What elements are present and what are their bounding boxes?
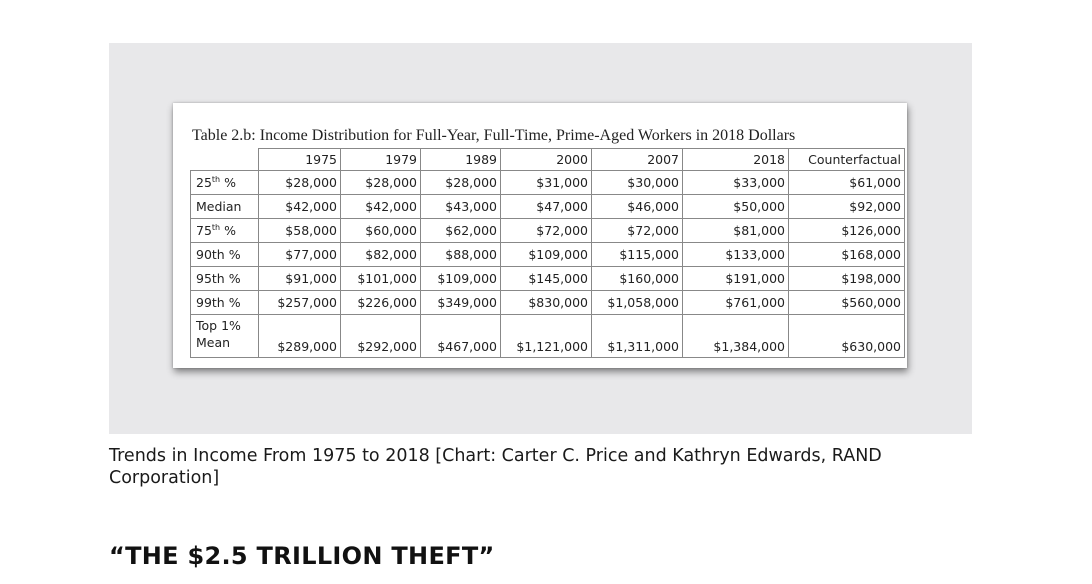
table-cell: $42,000: [341, 195, 421, 219]
table-cell: $77,000: [259, 243, 341, 267]
column-header: 2018: [683, 149, 789, 171]
table-cell: $109,000: [421, 267, 501, 291]
table-cell: $133,000: [683, 243, 789, 267]
column-header: 2000: [501, 149, 592, 171]
table-cell: $50,000: [683, 195, 789, 219]
table-row: [191, 267, 905, 291]
table-image: [173, 103, 907, 368]
table-cell: $1,384,000: [683, 315, 789, 358]
table-cell: $292,000: [341, 315, 421, 358]
column-header: 1979: [341, 149, 421, 171]
table-cell: $191,000: [683, 267, 789, 291]
table-cell: $349,000: [421, 291, 501, 315]
row-label: 99th %: [191, 291, 259, 315]
table-cell: $58,000: [259, 219, 341, 243]
table-cell: $28,000: [259, 171, 341, 195]
income-table: [190, 148, 905, 358]
table-cell: $33,000: [683, 171, 789, 195]
table-cell: $82,000: [341, 243, 421, 267]
table-cell: $101,000: [341, 267, 421, 291]
row-label: Median: [191, 195, 259, 219]
table-cell: $72,000: [501, 219, 592, 243]
table-cell: $109,000: [501, 243, 592, 267]
table-cell: $43,000: [421, 195, 501, 219]
table-title: Table 2.b: Income Distribution for Full-Year, Full-Time, Prime-Aged Workers in 2018 Dollars: [192, 127, 796, 144]
table-cell: $560,000: [789, 291, 905, 315]
table-cell: $289,000: [259, 315, 341, 358]
table-cell: $88,000: [421, 243, 501, 267]
table-cell: $1,121,000: [501, 315, 592, 358]
table-cell: $62,000: [421, 219, 501, 243]
table-cell: $61,000: [789, 171, 905, 195]
table-cell: $467,000: [421, 315, 501, 358]
table-cell: $92,000: [789, 195, 905, 219]
figure-caption: Trends in Income From 1975 to 2018 [Chart: Carter C. Price and Kathryn Edwards, RAND Corporation]: [109, 446, 882, 488]
row-label: 75th %: [191, 219, 259, 243]
table-row: [191, 243, 905, 267]
table-cell: $115,000: [592, 243, 683, 267]
table-cell: $630,000: [789, 315, 905, 358]
table-cell: $168,000: [789, 243, 905, 267]
table-cell: $1,311,000: [592, 315, 683, 358]
table-cell: $42,000: [259, 195, 341, 219]
section-headline: “THE $2.5 TRILLION THEFT”: [109, 542, 495, 570]
table-row: [191, 315, 905, 358]
row-label: 90th %: [191, 243, 259, 267]
table-row: [191, 195, 905, 219]
corner-cell: [191, 149, 259, 171]
table-cell: $47,000: [501, 195, 592, 219]
table-cell: $226,000: [341, 291, 421, 315]
header-row: [191, 149, 905, 171]
table-cell: $198,000: [789, 267, 905, 291]
table-cell: $60,000: [341, 219, 421, 243]
table-cell: $126,000: [789, 219, 905, 243]
row-label: Top 1% Mean: [191, 315, 259, 358]
column-header: 1989: [421, 149, 501, 171]
table-cell: $830,000: [501, 291, 592, 315]
figure-frame: [109, 43, 972, 434]
row-label: 95th %: [191, 267, 259, 291]
table-cell: $145,000: [501, 267, 592, 291]
table-cell: $761,000: [683, 291, 789, 315]
column-header: Counterfactual: [789, 149, 905, 171]
table-row: [191, 291, 905, 315]
table-cell: $72,000: [592, 219, 683, 243]
table-row: [191, 171, 905, 195]
table-cell: $28,000: [341, 171, 421, 195]
table-cell: $46,000: [592, 195, 683, 219]
table-row: [191, 219, 905, 243]
table-cell: $28,000: [421, 171, 501, 195]
table-cell: $160,000: [592, 267, 683, 291]
table-cell: $91,000: [259, 267, 341, 291]
table-cell: $257,000: [259, 291, 341, 315]
table-cell: $31,000: [501, 171, 592, 195]
table-cell: $1,058,000: [592, 291, 683, 315]
column-header: 2007: [592, 149, 683, 171]
table-cell: $30,000: [592, 171, 683, 195]
column-header: 1975: [259, 149, 341, 171]
table-cell: $81,000: [683, 219, 789, 243]
row-label: 25th %: [191, 171, 259, 195]
